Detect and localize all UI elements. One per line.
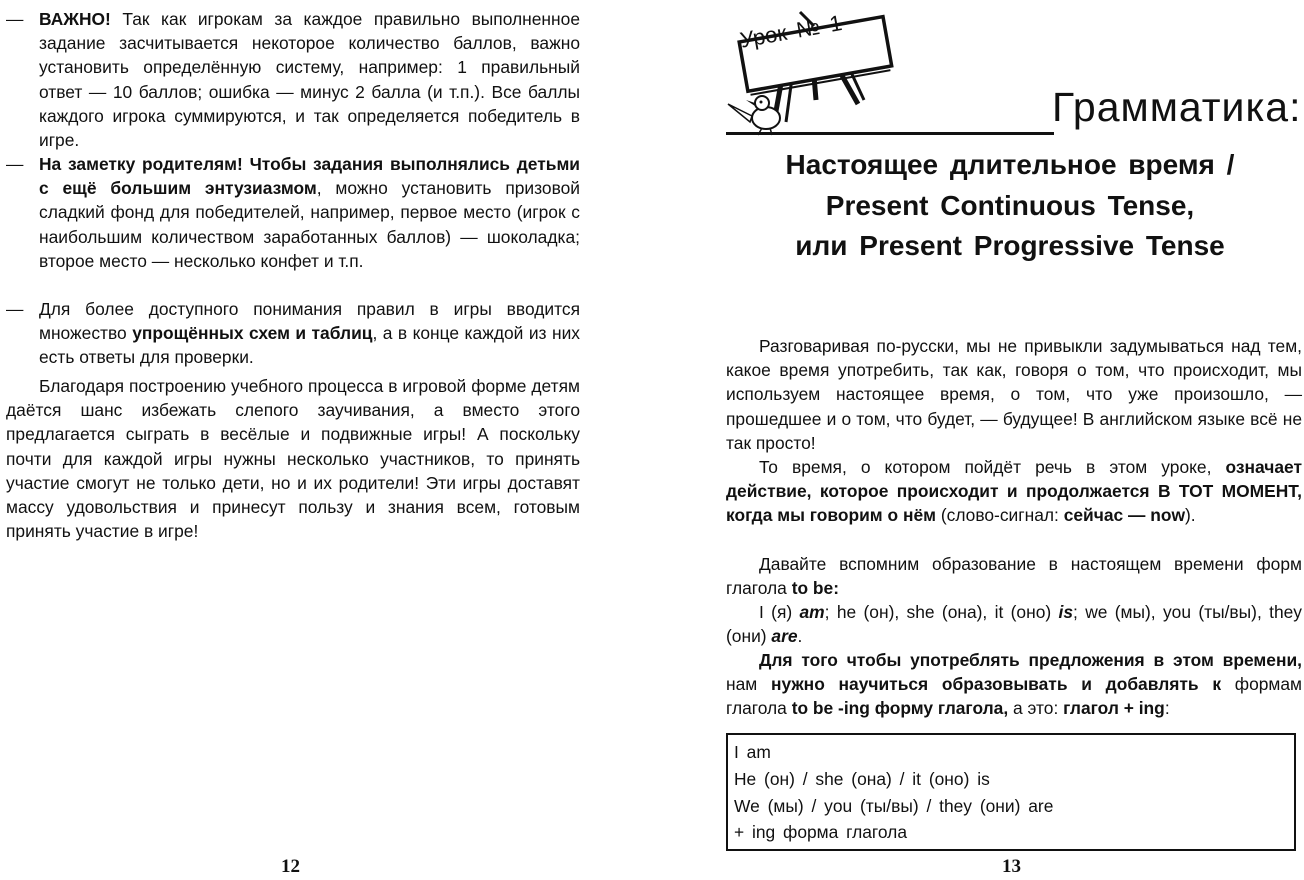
form-is: is [1058, 602, 1074, 622]
intro-paragraph: Разговаривая по-русски, мы не привыкли задумываться над тем, какое время употребить, так как, говоря о том, что происходит, мы используем настоящее время, о том, что уже произошло, — прошедшее и о том, что будет, — будущее! В английском языке всё не так просто! [726, 336, 1302, 453]
box-line: We (мы) / you (ты/вы) / they (они) are [734, 795, 1054, 816]
right-page [722, 0, 1304, 880]
parents-note-text: , можно установить призовой сладкий фонд для победителей, например, первое место (игрок с наибольшим количеством заработанных баллов) — шоколадка; второе место — несколько конфет и т.п. [39, 178, 580, 271]
ing-bold: to be -ing форму глагола, [791, 698, 1009, 719]
schemes-bold: упрощённых схем и таблиц [132, 323, 373, 344]
list-item-important [6, 7, 580, 152]
title-line: Present Continuous Tense, [825, 189, 1195, 221]
form-am: am [799, 602, 825, 622]
closing-paren: ). [1185, 505, 1196, 526]
ing-text: нам [726, 674, 771, 695]
grammar-box [726, 733, 1296, 851]
to-be-forms-paragraph [726, 600, 1302, 648]
to-be-paragraph [726, 552, 1302, 600]
ing-text: : [1164, 698, 1170, 719]
forms-text: I (я) [759, 602, 800, 622]
dash-bullet: — [6, 9, 24, 29]
section-heading: Грамматика: [1052, 84, 1302, 130]
definition-text: То время, о котором пойдёт речь в этом уроке, [759, 457, 1226, 477]
to-be-text: Давайте вспомним образование в настоящем времени форм глагола [726, 554, 1302, 599]
list-item-parents-note [6, 152, 580, 273]
box-line: I am [734, 742, 771, 762]
list-item-schemes [6, 297, 580, 370]
forms-text: ; we (мы), you (ты/вы), they (они) [726, 602, 1303, 647]
lesson-title [740, 145, 1280, 267]
forms-text: ; he (он), she (она), it (оно) [824, 602, 1059, 622]
dash-bullet: — [6, 154, 24, 174]
forms-text: . [797, 626, 803, 647]
ing-text: формам глагола [726, 674, 1302, 719]
ing-text: а это: [1008, 698, 1064, 719]
dash-bullet: — [6, 299, 24, 319]
signal-word-label: (слово-сигнал: [936, 505, 1064, 526]
heading-underline [726, 132, 1054, 135]
important-label: ВАЖНО! [39, 9, 111, 29]
signal-word: сейчас — now [1063, 505, 1185, 526]
schemes-text-1: Для более доступного понимания правил в игры вводится множество [39, 299, 580, 344]
ing-bold: Для того чтобы употреблять предложения в этом времени, [759, 650, 1302, 670]
title-line: Настоящее длительное время / [785, 149, 1235, 180]
definition-bold: означает действие, которое происходит и продолжается В ТОТ МОМЕНТ, когда мы говорим о нём [726, 457, 1302, 526]
game-form-paragraph: Благодаря построению учебного процесса в игровой форме детям даётся шанс избежать слепого заучивания, а вместо этого предлагается сыграть в весёлые и подвижные игры! А поскольку почти для каждой игры нужны несколько участников, то принять участие смогут не только дети, но и их родители! Эти игры доставят массу удовольствия и принесут пользу и знания всем, готовым принять участие в игре! [6, 376, 580, 542]
page-number-right: 13 [1002, 856, 1021, 877]
form-are: are [771, 626, 798, 647]
ing-bold: нужно научиться образовывать и добавлять к [770, 674, 1222, 695]
page-number-left: 12 [281, 856, 300, 877]
to-be-bold: to be: [791, 578, 840, 599]
schemes-text-2: , а в конце каждой из них есть ответы для проверки. [39, 323, 580, 368]
important-text: Так как игрокам за каждое правильно выполненное задание засчитывается некоторое количество баллов, важно установить определённую систему, например: 1 правильный ответ — 10 баллов; ошибка — минус 2 балла (и т.п.). Все баллы каждого игрока суммируются, и так определяется победитель в игре. [39, 9, 580, 151]
box-line: He (он) / she (она) / it (оно) is [734, 768, 990, 789]
title-line: или Present Progressive Tense [795, 230, 1225, 261]
ing-formula: глагол + ing [1063, 698, 1165, 719]
lesson-sign-label: Урок № 1 [738, 10, 844, 53]
box-line: + ing форма глагола [734, 822, 907, 843]
left-page [0, 0, 600, 880]
ing-form-paragraph [726, 648, 1302, 721]
parents-note-bold: На заметку родителям! Чтобы задания выполнялись детьми с ещё большим энтузиазмом [39, 154, 580, 199]
definition-paragraph [726, 455, 1302, 528]
